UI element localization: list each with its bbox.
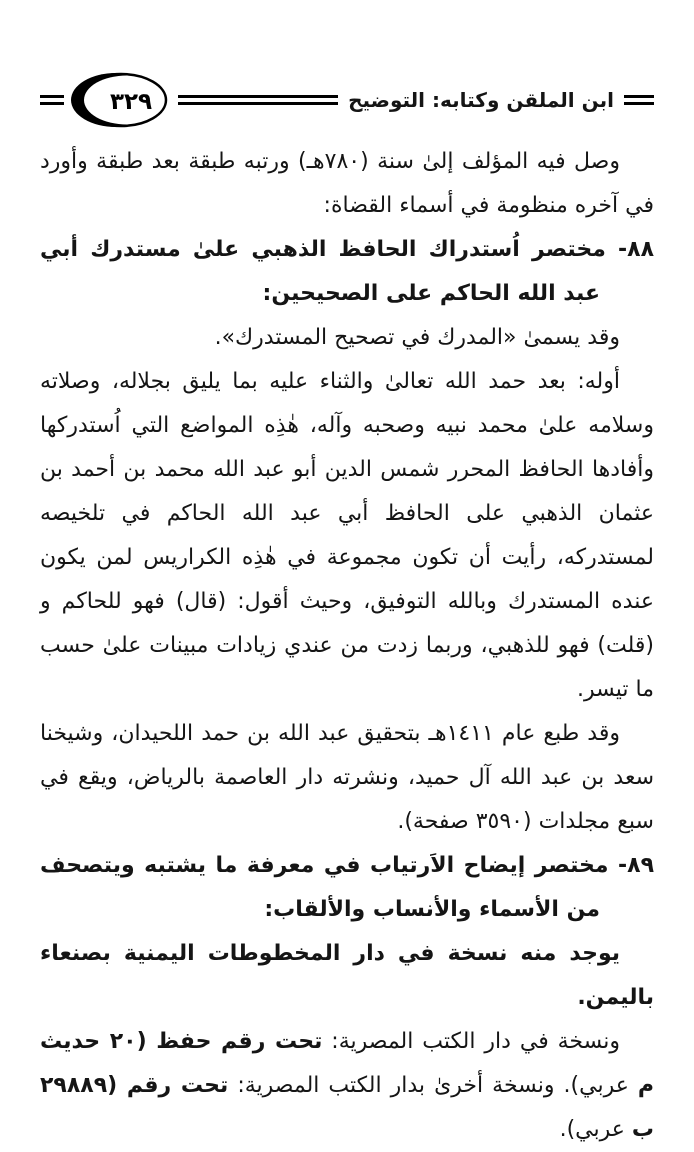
text-run: وصل فيه المؤلف إلىٰ سنة (٧٨٠هـ) ورتبه طبقة بعد طبقة وأورد في آخره منظومة في أسماء القضاة: <box>40 149 654 218</box>
running-title: ابن الملقن وكتابه: التوضيح <box>348 88 614 112</box>
text-run: تحت رقم (٢٩٨٨٩ ب <box>40 1073 654 1142</box>
text-run: ونسخة في دار الكتب المصرية: <box>322 1029 620 1054</box>
paragraph <box>40 1020 654 1152</box>
page-body <box>40 140 654 1152</box>
text-run: وقد طبع عام ١٤١١هـ بتحقيق عبد الله بن حمد اللحيدان، وشيخنا سعد بن عبد الله آل حميد، ونشرته دار العاصمة بالرياض، ويقع في سبع مجلدات (٣٥٩٠ صفحة). <box>40 721 654 834</box>
section-heading <box>40 228 654 316</box>
paragraph <box>40 360 654 712</box>
header-rule-center <box>178 95 338 105</box>
text-run: تحت رقم حفظ (٢٠ حديث م <box>40 1029 654 1098</box>
text-run: يوجد منه نسخة في دار المخطوطات اليمنية بصنعاء باليمن. <box>40 941 654 1010</box>
paragraph <box>40 316 654 360</box>
paragraph <box>40 932 654 1020</box>
text-run: عربي). ونسخة أخرىٰ بدار الكتب المصرية: <box>228 1073 638 1098</box>
text-run: ٨٨- مختصر اُستدراك الحافظ الذهبي علىٰ مستدرك أبي عبد الله الحاكم على الصحيحين: <box>40 237 654 306</box>
section-heading <box>40 844 654 932</box>
text-run: أوله: بعد حمد الله تعالىٰ والثناء عليه بما يليق بجلاله، وصلاته وسلامه علىٰ محمد نبيه وصحبه وآله، هٰذِه المواضع التي اُستدركها وأفادها الحافظ المحرر شمس الدين أبو عبد الله محمد بن أحمد بن عثمان الذهبي على الحافظ أبي عبد الله الحاكم في تلخيصه لمستدركه، رأيت أن تكون مجموعة في هٰذِه الكراريس لمن يكون عنده المستدرك وبالله التوفيق، وحيث أقول: (قال) فهو للحاكم و (قلت) فهو للذهبي، وربما زدت من عندي زيادات مبينات علىٰ حسب ما تيسر. <box>40 369 654 702</box>
header-rule-left <box>40 95 64 105</box>
text-run: وقد يسمىٰ «المدرك في تصحيح المستدرك». <box>214 325 620 350</box>
text-run: ٨٩- مختصر إيضاح الاَرتياب في معرفة ما يشتبه ويتصحف من الأسماء والأنساب والألقاب: <box>40 853 654 922</box>
page-number-badge <box>64 72 178 128</box>
text-run: عربي). <box>559 1117 632 1142</box>
paragraph <box>40 712 654 844</box>
header-rule-right <box>624 95 654 105</box>
page-number: ٣٢٩ <box>109 89 153 115</box>
page-header <box>40 0 654 128</box>
paragraph <box>40 140 654 228</box>
